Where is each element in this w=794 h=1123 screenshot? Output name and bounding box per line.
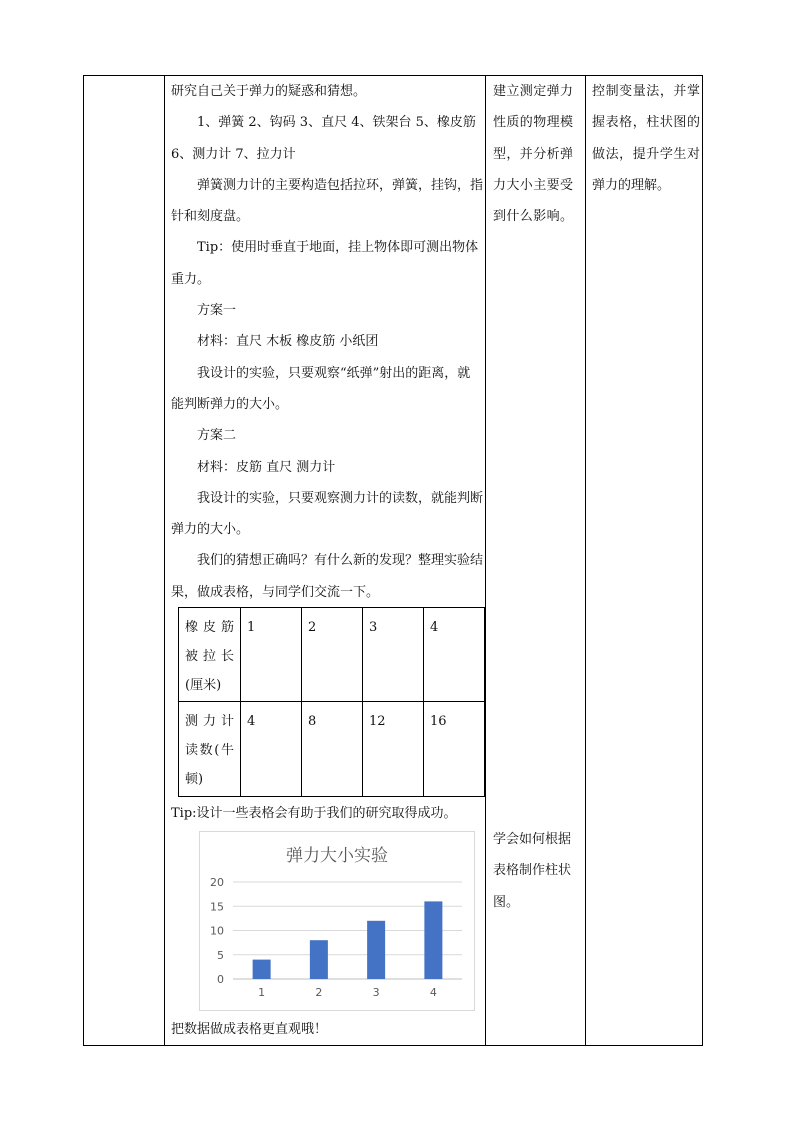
method-text: 控制变量法，并掌握表格，柱状图的做法，提升学生对弹力的理解。 xyxy=(592,84,700,193)
y-tick-label: 15 xyxy=(210,900,224,914)
chart-canvas xyxy=(200,832,474,1010)
objective-text: 建立测定弹力性质的物理模型，并分析弹力大小主要受到什么影响。 xyxy=(493,84,574,225)
footer-text: 把数据做成表格更直观哦！ xyxy=(171,1022,328,1037)
x-tick-label: 4 xyxy=(429,986,437,999)
paragraph: 方案一 xyxy=(197,303,237,319)
bar-chart xyxy=(199,831,475,1011)
table-cell: 4 xyxy=(424,608,485,702)
table-cell: 16 xyxy=(424,702,485,797)
row-header: 测力计读数(牛顿) xyxy=(179,702,241,797)
table-cell: 8 xyxy=(302,702,363,797)
column-divider xyxy=(164,76,165,1045)
paragraph: 我设计的实验，只要观察“纸弹”射出的距离，就能判断弹力的大小。 xyxy=(171,365,471,412)
bar xyxy=(253,960,271,979)
row-header: 橡皮筋被拉长(厘米) xyxy=(179,608,241,702)
paragraph: 材料：直尺 木板 橡皮筋 小纸团 xyxy=(197,334,379,350)
lesson-plan-table-row xyxy=(83,75,703,1046)
paragraph: 我设计的实验，只要观察测力计的读数，就能判断弹力的大小。 xyxy=(171,490,484,538)
table-cell: 1 xyxy=(241,608,302,702)
paragraph: 弹簧测力计的主要构造包括拉环，弹簧，挂钩，指针和刻度盘。 xyxy=(171,177,484,225)
table-cell: 4 xyxy=(241,702,302,797)
bar xyxy=(424,901,442,979)
bar xyxy=(367,921,385,979)
paragraph: Tip：使用时垂直于地面，挂上物体即可测出物体重力。 xyxy=(171,240,479,287)
tip-text: Tip:设计一些表格会有助于我们的研究取得成功。 xyxy=(171,806,457,821)
table-cell: 3 xyxy=(363,608,424,702)
table-cell: 12 xyxy=(363,702,424,797)
paragraph: 1、弹簧 2、钩码 3、直尺 4、铁架台 5、橡皮筋 6、测力计 7、拉力计 xyxy=(171,115,476,162)
x-tick-label: 2 xyxy=(315,986,323,999)
table-row xyxy=(179,702,485,797)
bar xyxy=(310,940,328,979)
table-row xyxy=(179,608,485,702)
paragraph: 方案二 xyxy=(197,428,237,444)
y-tick-label: 10 xyxy=(210,924,224,938)
objective-text-chart: 学会如何根据表格制作柱状图。 xyxy=(493,832,572,910)
paragraph: 材料：皮筋 直尺 测力计 xyxy=(197,459,336,475)
paragraph: 我们的猜想正确吗？有什么新的发现？整理实验结果，做成表格，与同学们交流一下。 xyxy=(171,553,484,600)
column-divider xyxy=(585,76,586,1045)
y-tick-label: 20 xyxy=(210,876,224,889)
results-table xyxy=(178,607,485,797)
chart-title: 弹力大小实验 xyxy=(286,846,388,866)
paragraph: 研究自己关于弹力的疑惑和猜想。 xyxy=(171,84,367,99)
x-tick-label: 3 xyxy=(372,986,380,999)
objective-column xyxy=(493,76,581,232)
x-tick-label: 1 xyxy=(258,986,266,999)
y-tick-label: 0 xyxy=(217,973,224,986)
method-column xyxy=(592,76,700,201)
column-divider xyxy=(485,76,486,1045)
activity-column xyxy=(171,76,483,608)
y-tick-label: 5 xyxy=(217,948,224,962)
table-cell: 2 xyxy=(302,608,363,702)
